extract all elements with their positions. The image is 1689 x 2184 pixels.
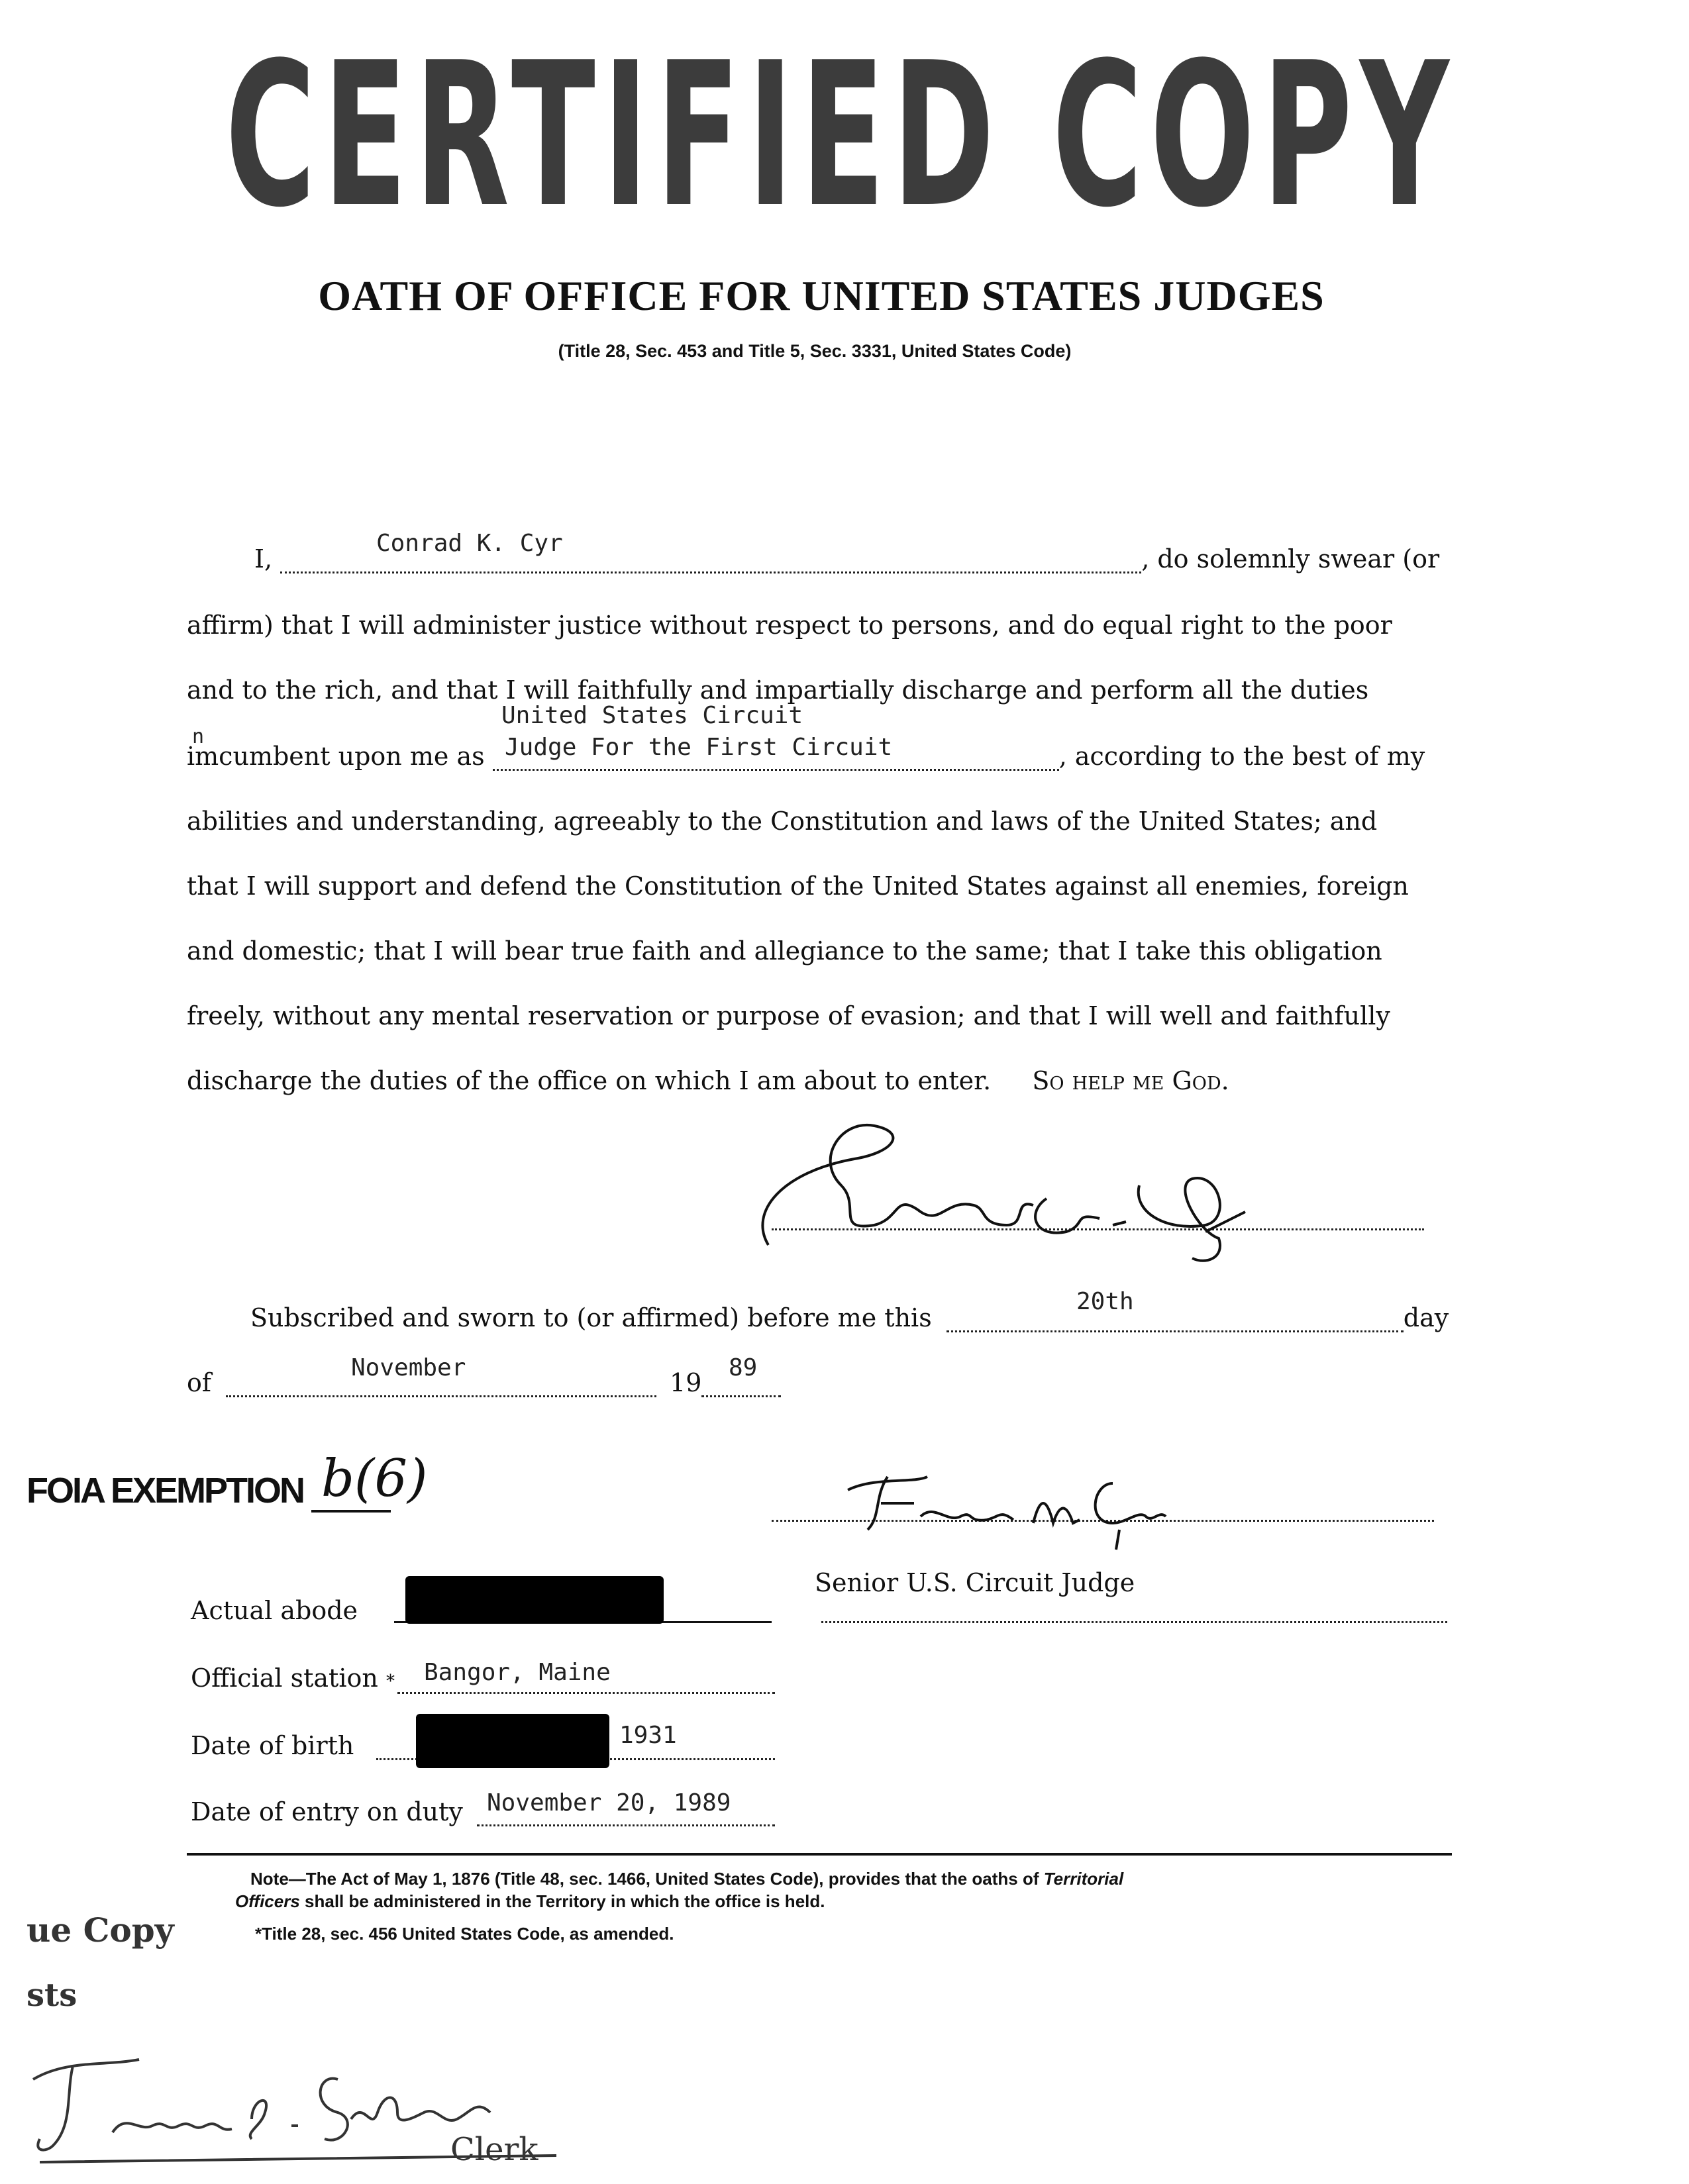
oath-line-7: and domestic; that I will bear true faith and allegiance to the same; that I take this obligation: [187, 936, 1382, 966]
oath-line-9: [187, 1066, 1229, 1095]
office-line-2: Judge For the First Circuit: [505, 734, 893, 761]
entry-value: November 20, 1989: [487, 1789, 731, 1816]
oath-line-4: [187, 742, 1425, 771]
note-1-text: Note—The Act of May 1, 1876 (Title 48, sec. 1466, United States Code), provides that the oaths of: [250, 1869, 1039, 1889]
sworn-day: 20th: [1076, 1288, 1134, 1315]
birth-redaction: [416, 1714, 609, 1768]
officer-title: Senior U.S. Circuit Judge: [815, 1568, 1135, 1597]
oath-intro: I,: [254, 544, 273, 573]
note-1-italic: Territorial: [1043, 1869, 1124, 1889]
copy-fragment: ue Copy: [26, 1911, 174, 1950]
abode-redaction: [405, 1576, 664, 1624]
oath-line-8: freely, without any mental reservation or purpose of evasion; and that I will well and faithfully: [187, 1001, 1390, 1030]
office-line-1: United States Circuit: [501, 702, 803, 729]
day-label: day: [1403, 1303, 1449, 1332]
judge-name: Conrad K. Cyr: [376, 530, 563, 557]
footer-rule: [187, 1853, 1452, 1856]
note-1-italic-2: Officers: [235, 1891, 300, 1911]
oath-line4-end: , according to the best of my: [1058, 742, 1425, 771]
officer-title-line: [821, 1621, 1447, 1623]
century: 19: [670, 1368, 702, 1397]
oath-line9-text: discharge the duties of the office on which I am about to enter.: [187, 1066, 992, 1095]
oath-line-5: abilities and understanding, agreeably to the Constitution and laws of the United States; and: [187, 807, 1378, 836]
note-2: *Title 28, sec. 456 United States Code, as amended.: [255, 1924, 674, 1944]
entry-line: [477, 1824, 775, 1826]
handwritten-insert-n: n: [192, 725, 205, 748]
subscribed-month-line: [187, 1368, 781, 1397]
of-label: of: [187, 1368, 211, 1397]
abode-label: Actual abode: [191, 1596, 358, 1625]
oath-line4-start: imcumbent upon me as: [187, 742, 485, 771]
statute-citation: (Title 28, Sec. 453 and Title 5, Sec. 3331, United States Code): [558, 341, 1072, 361]
oath-line-2: affirm) that I will administer justice without respect to persons, and do equal right to the poor: [187, 611, 1392, 640]
oath-line-3: and to the rich, and that I will faithfully and impartially discharge and perform all the duties: [187, 675, 1369, 705]
station-value: Bangor, Maine: [424, 1659, 611, 1686]
note-1-line-2: [235, 1891, 825, 1912]
foia-label: FOIA EXEMPTION: [26, 1471, 304, 1511]
certified-copy-stamp: CERTIFIED COPY: [225, 20, 1457, 251]
entry-label: Date of entry on duty: [191, 1797, 463, 1826]
judge-signature: [742, 1099, 1325, 1271]
oath-line-6: that I will support and defend the Constitution of the United States against all enemies, foreign: [187, 871, 1409, 901]
subscribed-line: [250, 1303, 1449, 1332]
subscribed-text: Subscribed and sworn to (or affirmed) before me this: [250, 1303, 932, 1332]
station-line: [397, 1692, 775, 1694]
foia-exemption-label: [26, 1470, 303, 1511]
note-1-line-1: [250, 1869, 1123, 1889]
sworn-year: 89: [729, 1354, 758, 1381]
sworn-month: November: [351, 1354, 466, 1381]
sts-fragment: sts: [26, 1977, 77, 2014]
oath-line1-end: , do solemnly swear (or: [1141, 544, 1440, 573]
clerk-label: Clerk: [450, 2131, 538, 2168]
station-label: [191, 1663, 395, 1693]
station-marker: *: [385, 1671, 395, 1691]
foia-code: b(6): [321, 1449, 428, 1509]
station-label-text: Official station: [191, 1663, 378, 1693]
document-title: OATH OF OFFICE FOR UNITED STATES JUDGES: [318, 272, 1325, 319]
oath-closing: So help me God.: [1032, 1066, 1229, 1095]
birth-label: Date of birth: [191, 1731, 354, 1760]
note-1-text-2: shall be administered in the Territory in which the office is held.: [305, 1891, 825, 1911]
birth-year: 1931: [619, 1722, 677, 1749]
officer-signature: [835, 1457, 1205, 1550]
